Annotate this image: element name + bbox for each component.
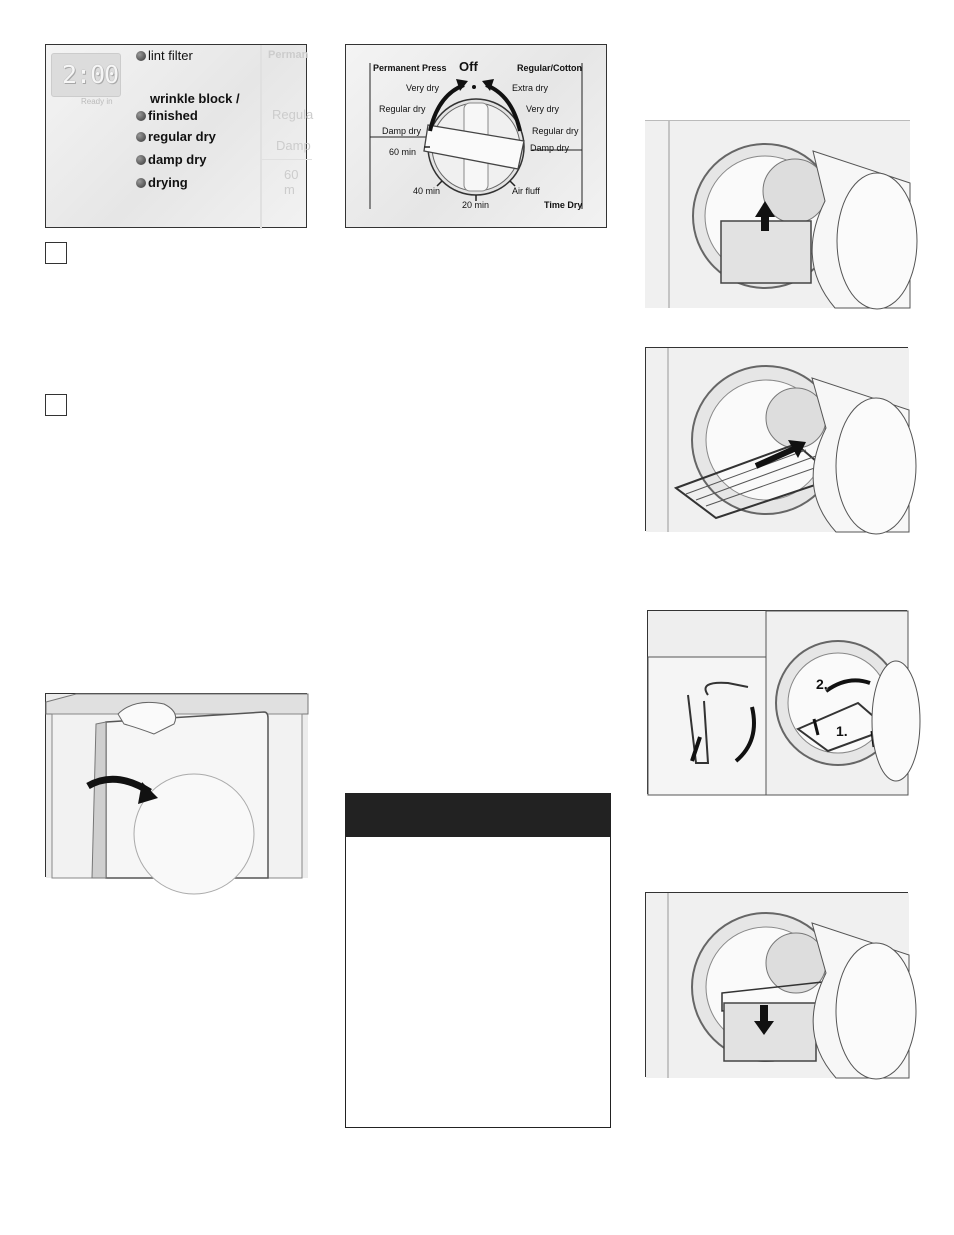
indicator-light-icon	[136, 178, 146, 188]
rc-regular-dry: Regular dry	[532, 126, 579, 136]
step-two-label: 2.	[816, 676, 828, 692]
regular-cotton-label: Regular/Cotton	[517, 63, 582, 73]
indicator-light-icon	[136, 51, 146, 61]
time-20-min: 20 min	[462, 200, 490, 210]
display-status: Ready in	[81, 97, 113, 106]
step-one-label: 1.	[836, 723, 848, 739]
pp-very-dry: Very dry	[406, 83, 440, 93]
door-graphic	[46, 694, 308, 878]
pp-damp-dry: Damp dry	[382, 126, 422, 136]
regular-dry-indicator: regular dry	[136, 129, 216, 144]
indicator-light-icon	[136, 132, 146, 142]
lint-filter-removal-illustration	[645, 120, 910, 307]
rc-very-dry: Very dry	[526, 104, 560, 114]
drying-rack-insert-illustration	[645, 347, 908, 531]
drying-rack-graphic	[646, 348, 909, 532]
time-dry-label: Time Dry	[544, 200, 583, 210]
indicator-light-icon	[136, 111, 146, 121]
indicator-light-icon	[136, 155, 146, 165]
time-air-fluff: Air fluff	[512, 186, 540, 196]
pp-regular-dry: Regular dry	[379, 104, 426, 114]
rc-damp-dry: Damp dry	[530, 143, 570, 153]
drying-indicator: drying	[136, 175, 188, 190]
wrinkle-block-label: wrinkle block /	[150, 91, 240, 106]
checkbox-two[interactable]	[45, 394, 67, 416]
rack-positioning-illustration	[647, 610, 907, 794]
drum-filter-graphic	[645, 121, 910, 308]
warning-header	[346, 794, 610, 837]
dial-off-label: Off	[459, 59, 478, 74]
warning-box	[345, 793, 611, 1128]
checkbox-one[interactable]	[45, 242, 67, 264]
rc-extra-dry: Extra dry	[512, 83, 549, 93]
control-panel-illustration	[45, 44, 314, 228]
time-40-min: 40 min	[413, 186, 441, 196]
time-display: 2:00	[51, 53, 121, 97]
time-60-min: 60 min	[389, 147, 417, 157]
lint-filter-insert-illustration	[645, 892, 908, 1077]
drum-filter-down-graphic	[646, 893, 909, 1078]
finished-indicator: finished	[136, 108, 198, 123]
dial-illustration	[345, 44, 607, 228]
faded-panel-section: Perman Regula Damp 60 m	[260, 45, 312, 229]
rack-position-graphic	[648, 611, 908, 795]
damp-dry-indicator: damp dry	[136, 152, 207, 167]
down-arrow-icon	[760, 1005, 768, 1023]
door-open-illustration	[45, 693, 307, 877]
lint-filter-indicator: lint filter	[136, 48, 193, 63]
permanent-press-label: Permanent Press	[373, 63, 447, 73]
